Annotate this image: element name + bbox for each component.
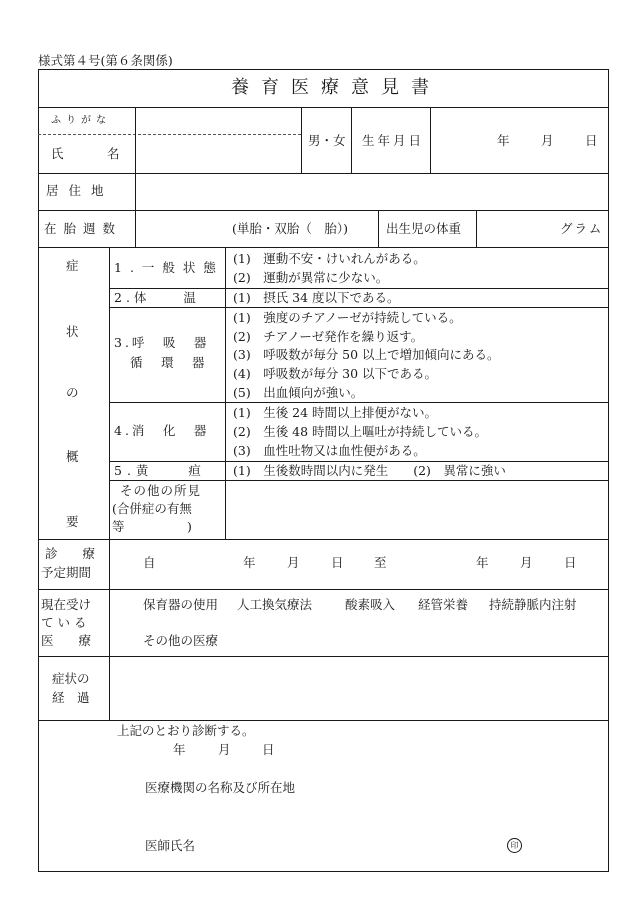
line-cat3	[109, 402, 609, 403]
name-field[interactable]	[136, 108, 300, 172]
treatment-option-incubator[interactable]: 保育器の使用	[143, 597, 219, 612]
frame-bottom	[38, 871, 609, 872]
period-to-label: 至	[374, 555, 387, 570]
vline-side-col	[109, 247, 110, 720]
progress-field[interactable]	[110, 657, 608, 719]
treatment-label-3: 医 療	[41, 633, 92, 648]
treatment-label-2: て い る	[41, 615, 87, 630]
other-findings-label-1: その他の所見	[120, 483, 202, 498]
treatment-option-tube-feeding[interactable]: 経管栄養	[418, 597, 469, 612]
symptom-item[interactable]: (1) 摂氏 34 度以下である。	[233, 290, 400, 305]
treatment-label-1: 現在受け	[41, 597, 92, 612]
line-cat1	[109, 288, 609, 289]
sex-selector[interactable]: 男・女	[308, 133, 346, 148]
symptom-item[interactable]: (1) 運動不安・けいれんがある。	[233, 251, 426, 266]
symptom-item[interactable]: (1) 強度のチアノーゼが持続している。	[233, 310, 462, 325]
birth-year-label: 年	[497, 133, 510, 148]
treatment-option-iv-infusion[interactable]: 持続静脈内注射	[489, 597, 577, 612]
declaration-statement: 上記のとおり診断する。	[117, 723, 255, 738]
category-jaundice: 5.黄 疸	[114, 463, 206, 478]
line-below-period	[38, 589, 609, 590]
category-digestive: 4.消 化 器	[114, 423, 210, 438]
symptom-item[interactable]: (2) 運動が異常に少ない。	[233, 270, 389, 285]
furigana-label: ふりがな	[51, 115, 111, 126]
symptom-item[interactable]: (2) 生後 48 時間以上嘔吐が持続している。	[233, 424, 488, 439]
line-below-residence	[38, 210, 609, 211]
institution-field[interactable]	[320, 775, 605, 797]
birth-month-label: 月	[541, 133, 554, 148]
institution-label: 医療機関の名称及び所在地	[145, 780, 296, 795]
vline-sex-left	[301, 107, 302, 173]
period-to-day: 日	[564, 555, 577, 570]
symptoms-side-label-4: 概	[66, 449, 79, 464]
symptom-item[interactable]: (1) 生後 24 時間以上排便がない。	[233, 405, 438, 420]
doctor-name-field[interactable]	[210, 833, 500, 855]
period-to-year: 年	[476, 555, 489, 570]
seal-mark: 印	[507, 838, 522, 853]
period-from-day: 日	[331, 555, 344, 570]
category-temperature: 2.体 温	[114, 290, 200, 305]
declaration-month: 月	[218, 742, 231, 757]
vline-weight-left	[378, 210, 379, 247]
progress-label-1: 症状の	[52, 671, 90, 686]
birthdate-label: 生年月日	[362, 133, 425, 148]
declaration-day: 日	[262, 742, 275, 757]
frame-left	[38, 69, 39, 872]
residence-field[interactable]	[136, 174, 608, 209]
period-from-month: 月	[287, 555, 300, 570]
symptom-item[interactable]: (3) 呼吸数が毎分 50 以上で増加傾向にある。	[233, 347, 500, 362]
line-cat2	[109, 307, 609, 308]
treatment-option-ventilation[interactable]: 人工換気療法	[237, 597, 313, 612]
symptoms-side-label-1: 症	[66, 258, 79, 273]
period-label-1: 診 療	[45, 546, 96, 561]
frame-top	[38, 69, 609, 70]
symptoms-side-label-3: の	[66, 385, 79, 400]
symptoms-side-label-2: 状	[66, 324, 79, 339]
category-general: 1.一般状態	[114, 260, 224, 275]
line-below-title	[38, 107, 609, 108]
vline-weight-right	[476, 210, 477, 247]
line-cat4	[109, 461, 609, 462]
treatment-option-other[interactable]: その他の医療	[143, 633, 219, 648]
line-below-progress	[38, 720, 609, 721]
weight-unit: グラム	[560, 221, 604, 236]
line-below-symptoms	[38, 539, 609, 540]
category-respiratory: 3.呼 吸 器	[114, 335, 210, 350]
period-from-label: 自	[143, 555, 156, 570]
birth-weight-label: 出生児の体重	[386, 221, 462, 236]
form-title: 養育医療意見書	[231, 77, 441, 98]
treatment-option-oxygen[interactable]: 酸素吸入	[345, 597, 396, 612]
vline-birthdate-right	[430, 107, 431, 173]
form-number: 様式第４号(第６条関係)	[38, 53, 173, 68]
frame-right	[608, 69, 609, 872]
symptom-item[interactable]: (2) チアノーゼ発作を繰り返す。	[233, 329, 424, 344]
symptom-item[interactable]: (4) 呼吸数が毎分 30 以下である。	[233, 366, 438, 381]
symptom-item[interactable]: (3) 血性吐物又は血性便がある。	[233, 443, 426, 458]
declaration-year: 年	[173, 742, 186, 757]
category-circulatory: 循 環 器	[130, 355, 208, 370]
name-label-2: 名	[107, 146, 120, 161]
doctor-name-label: 医師氏名	[145, 838, 196, 853]
other-findings-field[interactable]	[226, 481, 608, 538]
period-to-month: 月	[520, 555, 533, 570]
other-findings-label-3: 等 )	[112, 519, 192, 534]
period-from-year: 年	[243, 555, 256, 570]
gestation-label: 在胎週数	[44, 221, 123, 236]
symptom-item[interactable]: (1) 生後数時間以内に発生 (2) 異常に強い	[233, 463, 506, 478]
birth-day-label: 日	[585, 133, 598, 148]
symptom-item[interactable]: (5) 出血傾向が強い。	[233, 385, 364, 400]
progress-label-2: 経 過	[52, 690, 90, 705]
line-below-gestation	[38, 247, 609, 248]
multiplicity-selector[interactable]: (単胎・双胎（ 胎）)	[232, 221, 349, 236]
residence-label: 居住地	[46, 183, 114, 198]
symptoms-side-label-5: 要	[66, 514, 79, 529]
name-label-1: 氏	[51, 146, 64, 161]
vline-sex-right	[351, 107, 352, 173]
period-label-2: 予定期間	[41, 565, 92, 580]
other-findings-label-2: (合併症の有無	[112, 501, 192, 516]
